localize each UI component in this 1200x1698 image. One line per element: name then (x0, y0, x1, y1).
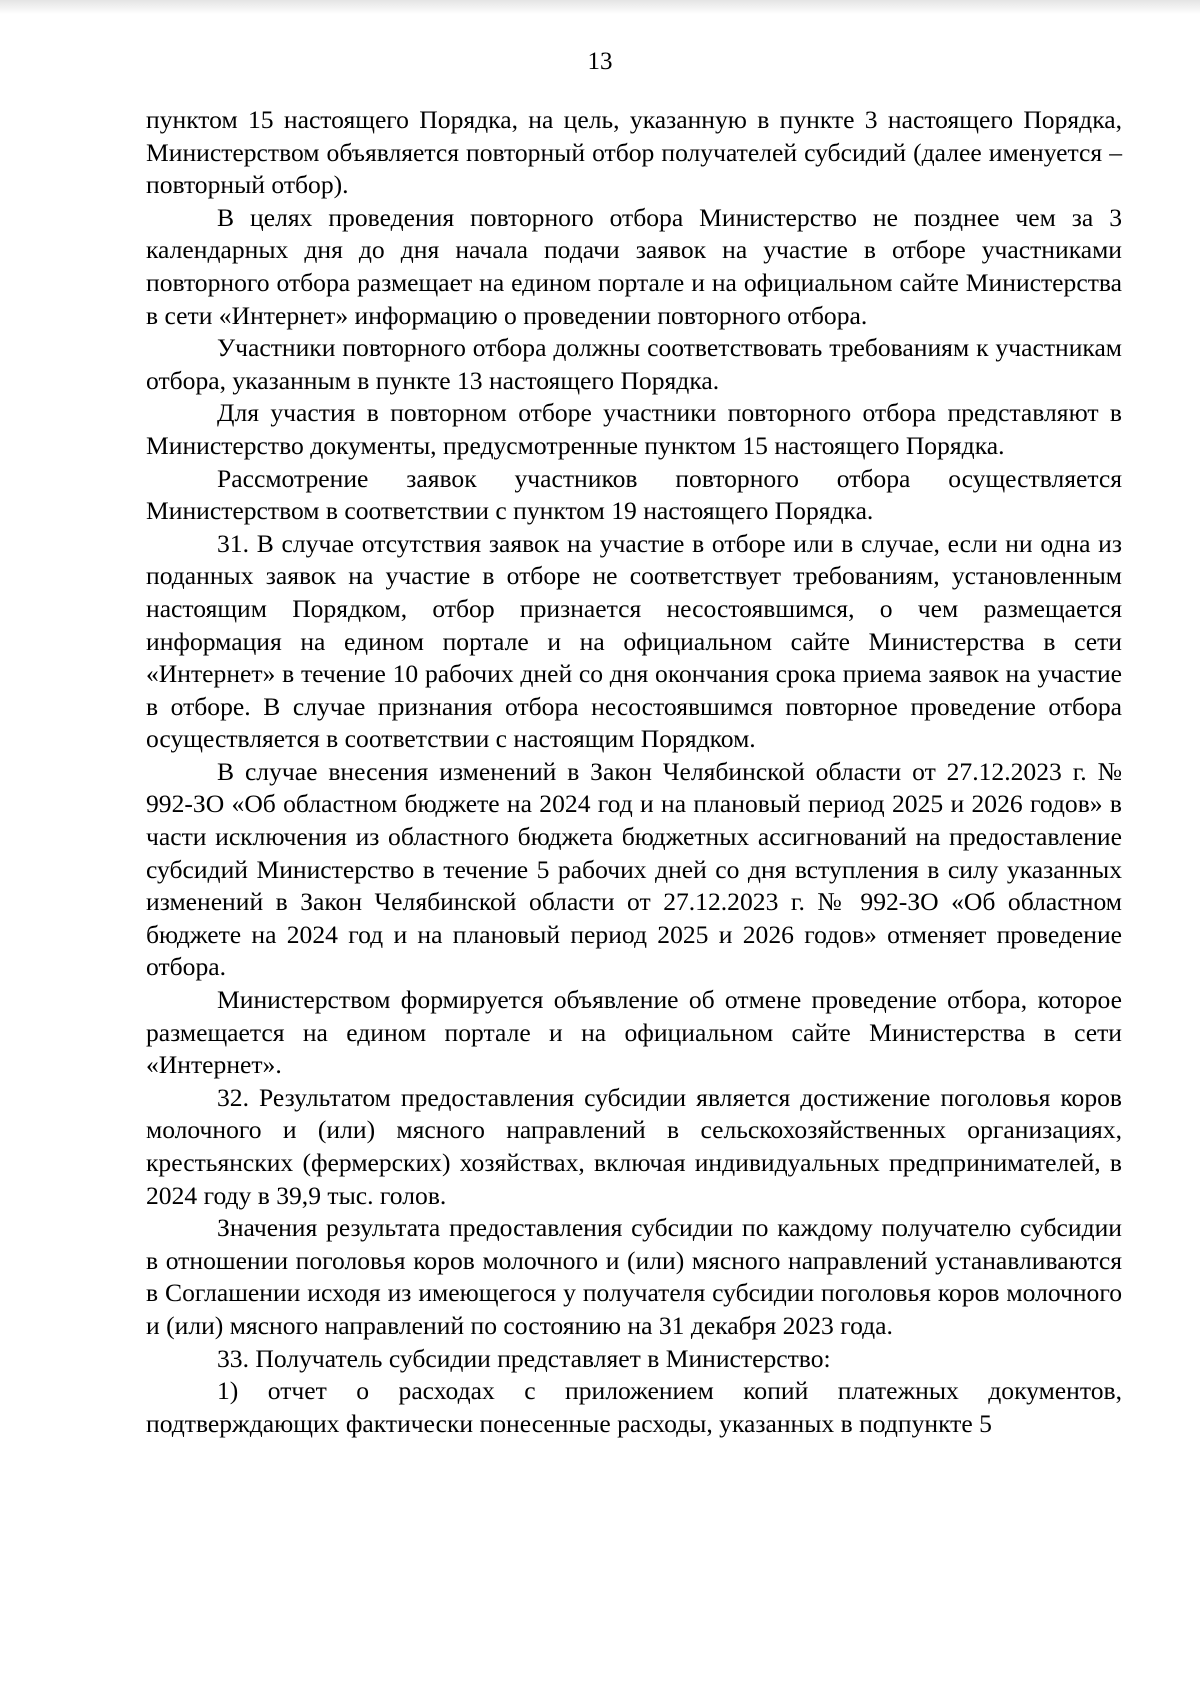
paragraph-item-32: 32. Результатом предоставления субсидии является достижение поголовья коров молочного и (или) мясного направлений в сельскохозяйственных организациях, крестьянских (фермерских) хозяйствах, включая индивидуальных предпринимателей, в 2024 году в 39,9 тыс. голов. (146, 1082, 1122, 1210)
paragraph-8: Министерством формируется объявление об отмене проведение отбора, которое размещается на едином портале и на официальном сайте Министерства в сети «Интернет». (146, 985, 1122, 1080)
paragraph-7: В случае внесения изменений в Закон Челябинской области от 27.12.2023 г. № 992-ЗО «Об областном бюджете на 2024 год и на плановый период 2025 и 2026 годов» в части исключения из областного бюджета бюджетных ассигнований на предоставление субсидий Министерство в течение 5 рабочих дней со дня вступления в силу указанных изменений в Закон Челябинской области от 27.12.2023 г. № 992-ЗО «Об областном бюджете на 2024 год и на плановый период 2025 и 2026 годов» отменяет проведение отбора. (146, 756, 1122, 982)
document-body (146, 104, 1122, 1440)
paragraph-3: Участники повторного отбора должны соответствовать требованиям к участникам отбора, указанным в пункте 13 настоящего Порядка. (146, 333, 1122, 395)
paragraph-item-33: 33. Получатель субсидии представляет в Министерство: (217, 1343, 831, 1373)
page-number: 13 (587, 48, 613, 75)
paragraph-4: Для участия в повторном отборе участники повторного отбора представляют в Министерство документы, предусмотренные пунктом 15 настоящего Порядка. (146, 398, 1122, 460)
paragraph-item-31: 31. В случае отсутствия заявок на участие в отборе или в случае, если ни одна из поданных заявок на участие в отборе не соответствует требованиям, установленным настоящим Порядком, отбор признается несостоявшимся, о чем размещается информация на едином портале и на официальном сайте Министерства в сети «Интернет» в течение 10 рабочих дней со дня окончания срока приема заявок на участие в отборе. В случае признания отбора несостоявшимся повторное проведение отбора осуществляется в соответствии с настоящим Порядком. (146, 528, 1122, 754)
scan-edge (0, 0, 1200, 14)
paragraph-1: пунктом 15 настоящего Порядка, на цель, указанную в пункте 3 настоящего Порядка, Министерством объявляется повторный отбор получателей субсидий (далее именуется – повторный отбор). (146, 105, 1122, 200)
paragraph-subitem-1: 1) отчет о расходах с приложением копий платежных документов, подтверждающих фактически понесенные расходы, указанных в подпункте 5 (146, 1376, 1122, 1438)
paragraph-5: Рассмотрение заявок участников повторного отбора осуществляется Министерством в соответствии с пунктом 19 настоящего Порядка. (146, 463, 1122, 526)
paragraph-10: Значения результата предоставления субсидии по каждому получателю субсидии в отношении поголовья коров молочного и (или) мясного направлений устанавливаются в Соглашении исходя из имеющегося у получателя субсидии поголовья коров молочного и (или) мясного направлений по состоянию на 31 декабря 2023 года. (146, 1213, 1122, 1340)
paragraph-2: В целях проведения повторного отбора Министерство не позднее чем за 3 календарных дня до дня начала подачи заявок на участие в отборе участниками повторного отбора размещает на едином портале и на официальном сайте Министерства в сети «Интернет» информацию о проведении повторного отбора. (146, 202, 1122, 330)
